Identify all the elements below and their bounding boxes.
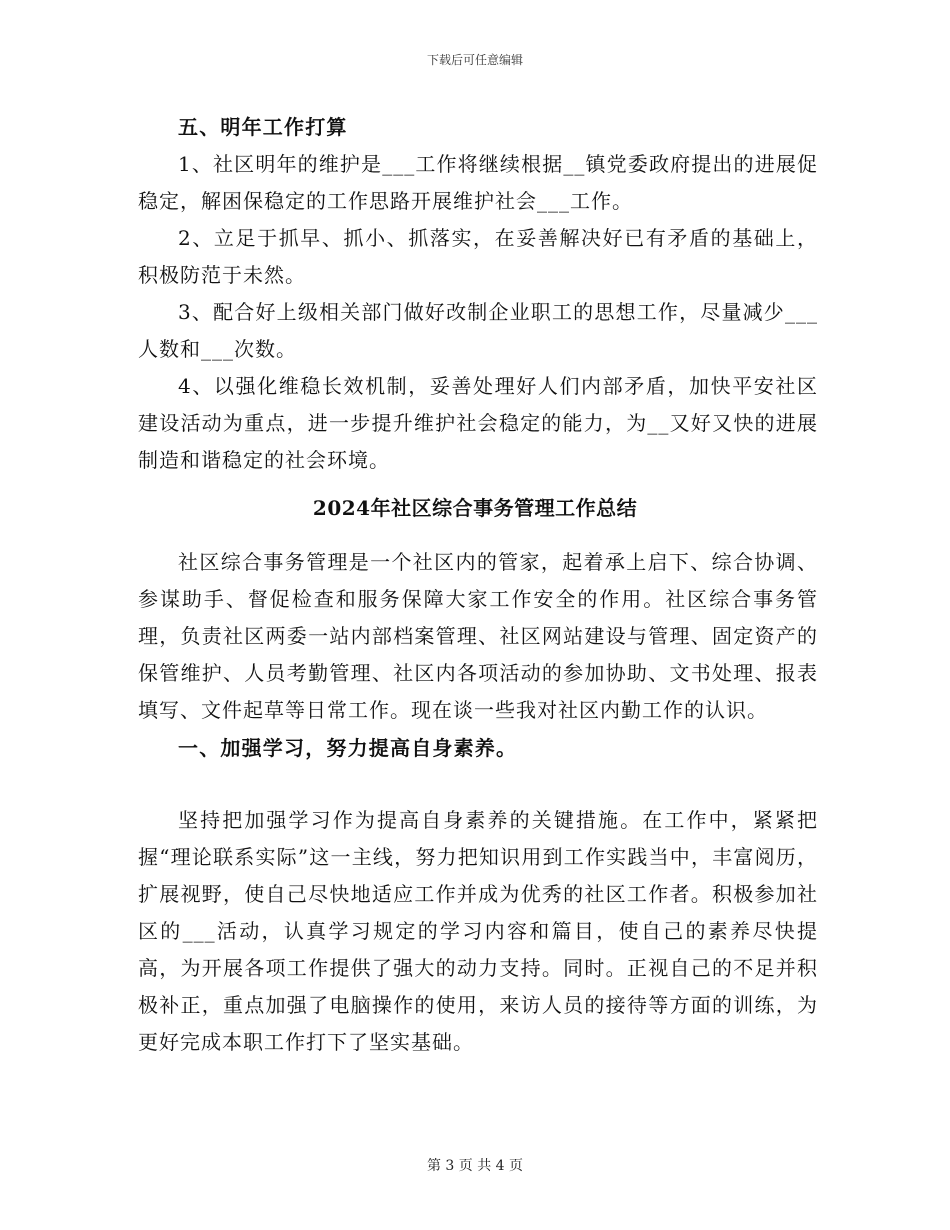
plan-item-1: 1、社区明年的维护是___工作将继续根据__镇党委政府提出的进展促稳定，解困保稳定的工作思路开展维护社会___工作。 <box>138 152 818 213</box>
report-title: 2024年社区综合事务管理工作总结 <box>312 496 638 520</box>
plan-item-4: 4、以强化维稳长效机制，妥善处理好人们内部矛盾，加快平安社区建设活动为重点，进一步提升维护社会稳定的能力，为__又好又快的进展制造和谐稳定的社会环境。 <box>138 374 818 472</box>
report-intro-paragraph: 社区综合事务管理是一个社区内的管家，起着承上启下、综合协调、参谋助手、督促检查和服务保障大家工作安全的作用。社区综合事务管理，负责社区两委一站内部档案管理、社区网站建设与管理、固定资产的保管维护、人员考勤管理、社区内各项活动的参加协助、文书处理、报表填写、文件起草等日常工作。现在谈一些我对社区内勤工作的认识。 <box>138 550 818 722</box>
section-heading-next-year-plan: 五、明年工作打算 <box>178 115 348 139</box>
plan-item-3: 3、配合好上级相关部门做好改制企业职工的思想工作，尽量减少___人数和___次数。 <box>138 300 818 361</box>
section-heading-strengthen-study: 一、加强学习，努力提高自身素养。 <box>178 736 518 760</box>
page-header: 下载后可任意编辑 <box>426 53 523 67</box>
page-footer: 第 3 页 共 4 页 <box>426 1158 524 1174</box>
section-one-body: 坚持把加强学习作为提高自身素养的关键措施。在工作中，紧紧把握“理论联系实际”这一主线，努力把知识用到工作实践当中，丰富阅历，扩展视野，使自己尽快地适应工作并成为优秀的社区工作者。积极参加社区的___活动，认真学习规定的学习内容和篇目，使自己的素养尽快提高，为开展各项工作提供了强大的动力支持。同时。正视自己的不足并积极补正，重点加强了电脑操作的使用，来访人员的接待等方面的训练，为更好完成本职工作打下了坚实基础。 <box>138 808 818 1054</box>
plan-item-2: 2、立足于抓早、抓小、抓落实，在妥善解决好已有矛盾的基础上，积极防范于未然。 <box>138 226 818 287</box>
